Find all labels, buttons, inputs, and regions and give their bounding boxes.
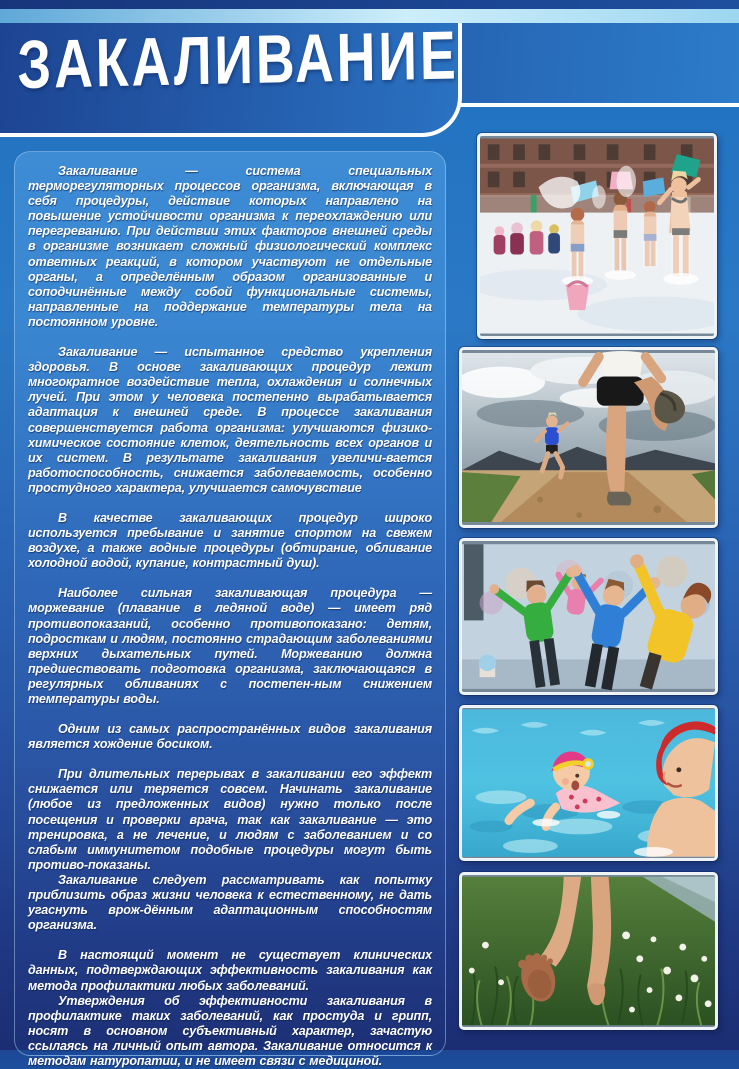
photo-barefoot-walking	[459, 872, 718, 1030]
header-tab	[0, 16, 462, 137]
paragraph-breaks: При длительных перерывах в закаливании его эффект снижается или теряется совсем. Начинать закаливание (любое из предложенных видов) нужно только после посещения и проверки врача, так как закаливание — это тренировка, а не лечение, и людям с заболеванием и со слабым иммунитетом подобные процедуры могут быть противо-показаны.	[28, 767, 432, 872]
barefoot-walking-illustration	[462, 875, 715, 1027]
baby-swimming-illustration	[462, 708, 715, 858]
photo-baby-swimming	[459, 705, 718, 861]
page-title: ЗАКАЛИВАНИЕ	[16, 16, 460, 103]
winter-dousing-illustration	[480, 136, 714, 336]
paragraph-no-clinical-data: В настоящий момент не существует клинических данных, подтверждающих эффективность закаливания как метода профилактики любых заболеваний.	[28, 948, 432, 993]
outdoor-exercise-illustration	[462, 541, 715, 692]
paragraph-ice-swimming: Наиболее сильная закаливающая процедура — моржевание (плавание в ледяной воде) — имеет ряд противопоказаний, особенно противопоказано: детям, подросткам и людям, постоянно страдающим заболеваниями верхних дыхательных путей. Моржеванию должна предшествовать подготовка организма, заключающаяся в регулярных обливаниях с постепен-ным снижением температуры воды.	[28, 586, 432, 706]
header-topbar	[0, 0, 739, 9]
paragraph-health-benefit: Закаливание — испытанное средство укрепления здоровья. В основе закаливающих процедур лежит многократное воздействие тепла, охлаждения и солнечных лучей. При этом у человека постепенно вырабатывается адаптация к внешней среде. В процессе закаливания совершенствуется работа организма: улучшаются физико-химическое состояние клеток, деятельность всех органов и их систем. В результате закаливания увеличи-вается работоспособность, снижается заболеваемость, особенно простудного характера, улучшается самочувствие	[28, 345, 432, 495]
paragraph-natural-life: Закаливание следует рассматривать как попытку приблизить образ жизни человека к естественному, не дать угаснуть врож-дённым адаптационным способностям организма.	[28, 872, 432, 933]
content-panel	[14, 151, 446, 1068]
photo-trail-running	[459, 347, 718, 528]
paragraph-procedures: В качестве закаливающих процедур широко используется пребывание и занятие спортом на свежем воздухе, а также водные процедуры (обтирание, обливание холодной водой, купание, контрастный душ).	[28, 510, 432, 571]
trail-running-illustration	[462, 350, 715, 525]
paragraph-definition: Закаливание — система специальных терморегуляторных процессов организма, включающая в себя процедуры, действие которых направлено на повышение устойчивости организма к переохлаждению или перегреванию. При действии этих факторов внешней среды в организме возникает сложный физиологический комплекс ответных реакций, в котором участвуют не отдельные органы, а определённым образом организованные и соподчинённые между собой функциональные системы, направленные на поддержание температуры тела на постоянном уровне.	[28, 164, 432, 329]
photo-winter-dousing	[477, 133, 717, 339]
paragraph-barefoot: Одним из самых распространённых видов закаливания является хождение босиком.	[28, 722, 432, 752]
paragraph-naturopathy: Утверждения об эффективности закаливания в профилактике таких заболеваний, как простуда и грипп, носят в основном субъективный характер, зачастую ссылаясь на личный опыт автора. Закаливание относится к методам натуропатии, и не имеет связи с медициной.	[28, 993, 432, 1068]
photo-outdoor-exercise	[459, 538, 718, 695]
